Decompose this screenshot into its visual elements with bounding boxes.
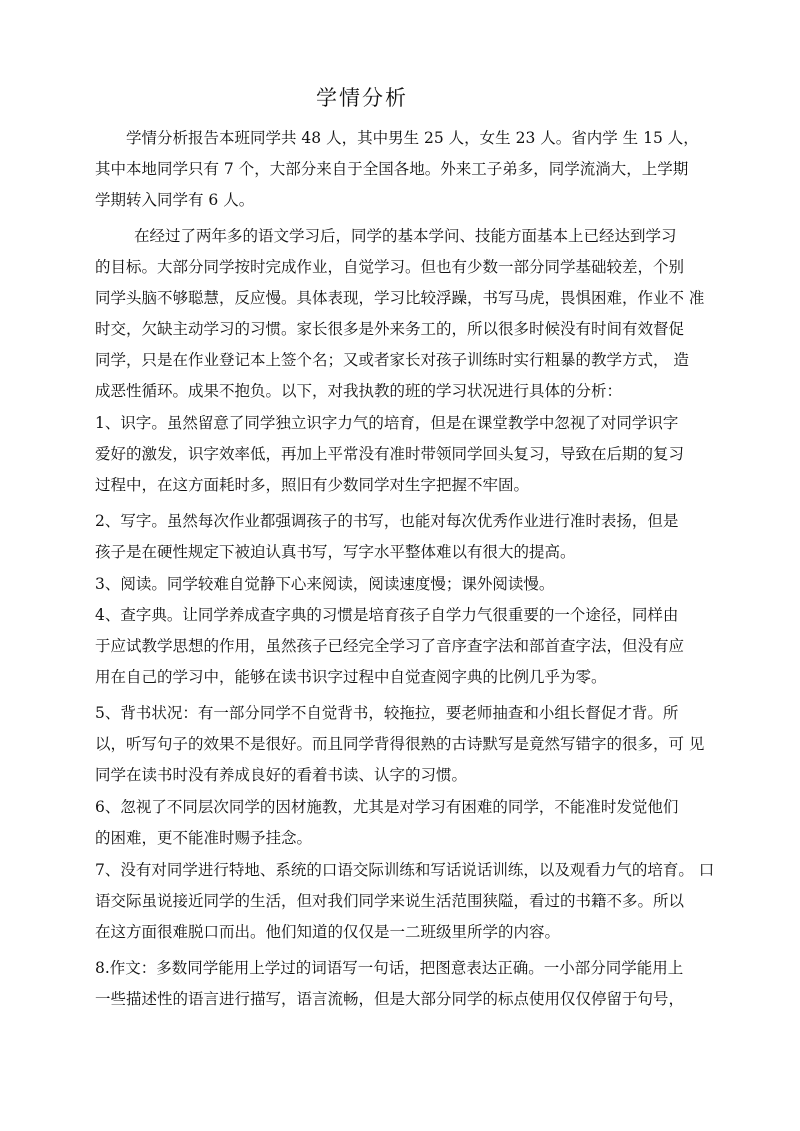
paragraph-line: 孩子是在硬性规定下被迫认真书写，写字水平整体难以有很大的提高。 [95,543,576,561]
paragraph-line: 于应试教学思想的作用，虽然孩子已经完全学习了音序查字法和部首查字法，但没有应 [95,637,685,655]
paragraph-line: 4、查字典。让同学养成查字典的习惯是培育孩子自学力气很重要的一个途径，同样由 [95,606,679,624]
paragraph-line: 7、没有对同学进行特地、系统的口语交际训练和写话说话训练，以及观看力气的培育。 口 [95,861,715,879]
paragraph-line: 的困难，更不能准时赐予挂念。 [95,829,313,847]
document-title: 学情分析 [316,86,408,110]
paragraph-line: 学期转入同学有 6 人。 [95,191,255,209]
paragraph-line: 其中本地同学只有 7 个，大部分来自于全国各地。外来工子弟多，同学流淌大，上学期 [95,160,689,178]
paragraph-line: 学情分析报告本班同学共 48 人，其中男生 25 人，女生 23 人。省内学 生 15 人， [126,129,699,147]
paragraph-line: 过程中，在这方面耗时多，照旧有少数同学对生字把握不牢固。 [95,476,530,494]
paragraph-line: 5、背书状况：有一部分同学不自觉背书，较拖拉，要老师抽查和小组长督促才背。所 [95,704,679,722]
paragraph-line: 的目标。大部分同学按时完成作业，自觉学习。但也有少数一部分同学基础较差，个别 [95,258,685,276]
paragraph-line: 时交，欠缺主动学习的习惯。家长很多是外来务工的，所以很多时候没有时间有效督促 [95,320,685,338]
paragraph-line: 成恶性循环。成果不抱负。以下，对我执教的班的学习状况进行具体的分析： [95,382,623,400]
paragraph-line: 语交际虽说接近同学的生活，但对我们同学来说生活范围狭隘，看过的书籍不多。所以 [95,892,685,910]
paragraph-line: 爱好的激发，识字效率低，再加上平常没有准时带领同学回头复习，导致在后期的复习 [95,445,685,463]
paragraph-line: 6、忽视了不同层次同学的因材施教，尤其是对学习有困难的同学，不能准时发觉他们 [95,798,679,816]
paragraph-line: 在经过了两年多的语文学习后，同学的基本学问、技能方面基本上已经达到学习 [134,227,677,245]
paragraph-line: 3、阅读。同学较难自觉静下心来阅读，阅读速度慢；课外阅读慢。 [95,575,555,593]
paragraph-line: 同学，只是在作业登记本上签个名；又或者家长对孩子训练时实行粗暴的教学方式， 造 [95,351,689,369]
paragraph-line: 同学头脑不够聪慧，反应慢。具体表现，学习比较浮躁，书写马虎，畏惧困难，作业不 准 [95,289,705,307]
paragraph-line: 同学在读书时没有养成良好的看着书读、认字的习惯。 [95,766,468,784]
paragraph-line: 用在自己的学习中，能够在读书识字过程中自觉查阅字典的比例几乎为零。 [95,668,607,686]
paragraph-line: 一些描述性的语言进行描写，语言流畅，但是大部分同学的标点使用仅仅停留于句号， [95,990,685,1008]
paragraph-line: 以，听写句子的效果不是很好。而且同学背得很熟的古诗默写是竟然写错字的很多，可 见 [95,735,705,753]
paragraph-line: 1、识字。虽然留意了同学独立识字力气的培育，但是在课堂教学中忽视了对同学识字 [95,414,679,432]
paragraph-line: 2、写字。虽然每次作业都强调孩子的书写，也能对每次优秀作业进行准时表扬，但是 [95,512,679,530]
paragraph-line: 在这方面很难脱口而出。他们知道的仅仅是一二班级里所学的内容。 [95,923,561,941]
paragraph-line: 8.作文：多数同学能用上学过的词语写一句话，把图意表达正确。一小部分同学能用上 [95,959,684,977]
